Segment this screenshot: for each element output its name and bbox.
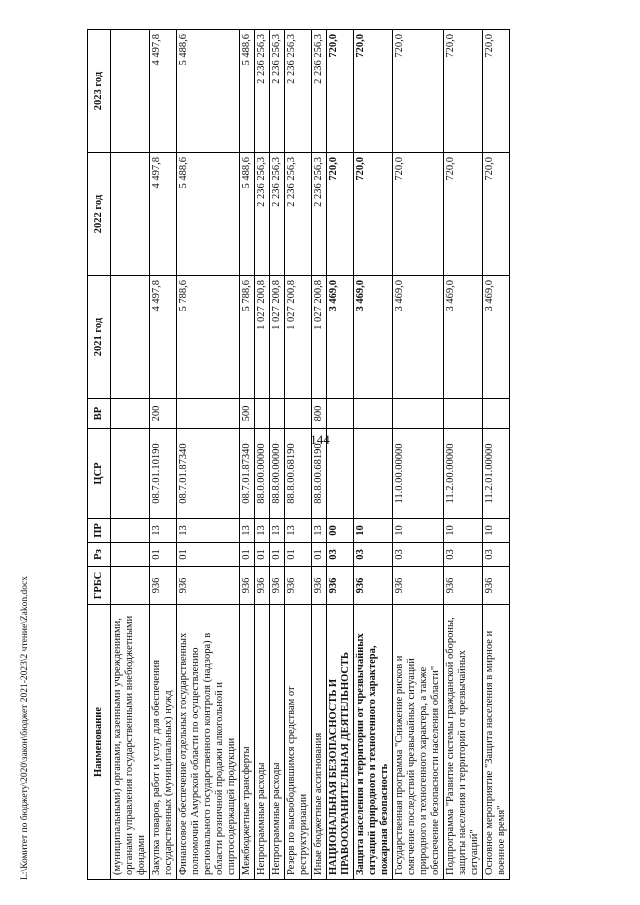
header-2022: 2022 год: [88, 153, 111, 276]
cell-csr: [354, 429, 393, 519]
cell-pr: 10: [483, 519, 510, 543]
cell-y2023: 2 236 256,3: [285, 30, 312, 153]
cell-y2023: 720,0: [393, 30, 444, 153]
cell-y2022: 4 497,8: [150, 153, 177, 276]
footer-file-path: L:\Комитет по бюджету\2020\закон\бюджет 2021-2023\2 чтение\Zakon.docx: [20, 576, 30, 880]
cell-y2022: 5 488,6: [177, 153, 240, 276]
cell-pr: 13: [177, 519, 240, 543]
header-vr: ВР: [88, 399, 111, 429]
table-row: [150, 30, 177, 880]
header-pr: ПР: [88, 519, 111, 543]
cell-y2021: 4 497,8: [150, 276, 177, 399]
cell-vr: [483, 399, 510, 429]
cell-y2023: 5 488,6: [240, 30, 255, 153]
cell-vr: [285, 399, 312, 429]
cell-y2022: 720,0: [327, 153, 354, 276]
cell-y2022: 720,0: [354, 153, 393, 276]
cell-grbs: 936: [444, 567, 483, 605]
cell-pr: 13: [270, 519, 285, 543]
cell-pr: 13: [150, 519, 177, 543]
cell-pr: 13: [240, 519, 255, 543]
cell-csr: 11.0.00.00000: [393, 429, 444, 519]
cell-name: Защита населения и территории от чрезвычайных ситуаций природного и техногенного характера, пожарная безопасность: [354, 605, 393, 880]
cell-csr: 11.2.01.00000: [483, 429, 510, 519]
cell-pr: 10: [444, 519, 483, 543]
cell-rz: 03: [483, 543, 510, 567]
cell-vr: [327, 399, 354, 429]
cell-name: Иные бюджетные ассигнования: [312, 605, 327, 880]
cell-vr: [255, 399, 270, 429]
cell-vr: [354, 399, 393, 429]
cell-vr: [444, 399, 483, 429]
cell-y2023: 5 488,6: [177, 30, 240, 153]
cell-y2023: 720,0: [444, 30, 483, 153]
cell-grbs: 936: [177, 567, 240, 605]
cell-grbs: 936: [240, 567, 255, 605]
cell-y2022: 720,0: [483, 153, 510, 276]
cell-grbs: [111, 567, 150, 605]
cell-rz: 01: [150, 543, 177, 567]
cell-y2021: 1 027 200,8: [285, 276, 312, 399]
cell-name: НАЦИОНАЛЬНАЯ БЕЗОПАСНОСТЬ И ПРАВООХРАНИТЕЛЬНАЯ ДЕЯТЕЛЬНОСТЬ: [327, 605, 354, 880]
table-row: [354, 30, 393, 880]
table-row: [111, 30, 150, 880]
cell-rz: 03: [393, 543, 444, 567]
cell-rz: 03: [354, 543, 393, 567]
cell-y2023: 2 236 256,3: [270, 30, 285, 153]
cell-vr: [393, 399, 444, 429]
cell-rz: 03: [444, 543, 483, 567]
cell-y2021: 3 469,0: [327, 276, 354, 399]
header-name: Наименование: [88, 605, 111, 880]
cell-name: Подпрограмма "Развитие системы гражданской обороны, защиты населения и территорий от чрезвычайных ситуаций": [444, 605, 483, 880]
header-2023: 2023 год: [88, 30, 111, 153]
header-rz: Рз: [88, 543, 111, 567]
table-row: [483, 30, 510, 880]
cell-csr: [327, 429, 354, 519]
cell-pr: 13: [255, 519, 270, 543]
cell-vr: [270, 399, 285, 429]
table-row: [312, 30, 327, 880]
table-row: [285, 30, 312, 880]
cell-y2023: [111, 30, 150, 153]
cell-y2022: 720,0: [444, 153, 483, 276]
cell-grbs: 936: [354, 567, 393, 605]
page-number: 144: [310, 432, 330, 447]
cell-pr: 00: [327, 519, 354, 543]
table-row: [327, 30, 354, 880]
cell-name: Государственная программа "Снижение рисков и смягчение последствий чрезвычайных ситуаций природного и техногенного характера, а также обеспечение безопасности населения области": [393, 605, 444, 880]
cell-pr: 10: [354, 519, 393, 543]
rotated-table-container: [87, 30, 512, 880]
cell-grbs: 936: [312, 567, 327, 605]
cell-y2021: 1 027 200,8: [255, 276, 270, 399]
cell-name: Основное мероприятие "Защита населения в мирное и военное время": [483, 605, 510, 880]
cell-pr: 13: [285, 519, 312, 543]
cell-rz: 03: [327, 543, 354, 567]
table-row: [444, 30, 483, 880]
cell-grbs: 936: [285, 567, 312, 605]
table-row: [255, 30, 270, 880]
header-csr: ЦСР: [88, 429, 111, 519]
cell-rz: 01: [285, 543, 312, 567]
cell-y2021: 3 469,0: [483, 276, 510, 399]
cell-y2023: 4 497,8: [150, 30, 177, 153]
cell-rz: 01: [240, 543, 255, 567]
cell-pr: 13: [312, 519, 327, 543]
cell-csr: 11.2.00.00000: [444, 429, 483, 519]
header-grbs: ГРБС: [88, 567, 111, 605]
cell-grbs: 936: [270, 567, 285, 605]
cell-y2021: 3 469,0: [393, 276, 444, 399]
cell-y2021: 1 027 200,8: [312, 276, 327, 399]
cell-pr: 10: [393, 519, 444, 543]
cell-y2023: 720,0: [483, 30, 510, 153]
footer: [12, 30, 30, 880]
header-2021: 2021 год: [88, 276, 111, 399]
cell-y2022: 2 236 256,3: [312, 153, 327, 276]
budget-table: [87, 29, 510, 880]
cell-csr: 08.7.01.87340: [240, 429, 255, 519]
cell-name: Закупка товаров, работ и услуг для обеспечения государственных (муниципальных) нужд: [150, 605, 177, 880]
cell-grbs: 936: [393, 567, 444, 605]
table-row: [270, 30, 285, 880]
cell-y2021: 1 027 200,8: [270, 276, 285, 399]
cell-vr: 200: [150, 399, 177, 429]
cell-y2022: 5 488,6: [240, 153, 255, 276]
cell-y2021: 5 788,6: [240, 276, 255, 399]
cell-rz: 01: [312, 543, 327, 567]
cell-vr: 800: [312, 399, 327, 429]
table-header-row: [88, 30, 111, 880]
cell-vr: 500: [240, 399, 255, 429]
cell-y2022: [111, 153, 150, 276]
cell-csr: 88.8.00.68190: [312, 429, 327, 519]
cell-y2021: 5 788,6: [177, 276, 240, 399]
cell-y2021: 3 469,0: [354, 276, 393, 399]
cell-name: Финансовое обеспечение отдельных государственных полномочий Амурской области по осуществлению регионального государственного контроля (надзора) в области розничной продажи алкогольной и спиртосодержащей продукции: [177, 605, 240, 880]
cell-rz: 01: [177, 543, 240, 567]
cell-name: Межбюджетные трансферты: [240, 605, 255, 880]
cell-y2021: 3 469,0: [444, 276, 483, 399]
cell-grbs: 936: [150, 567, 177, 605]
table-row: [393, 30, 444, 880]
cell-csr: 88.8.00.68190: [285, 429, 312, 519]
cell-grbs: 936: [327, 567, 354, 605]
cell-grbs: 936: [255, 567, 270, 605]
table-row: [177, 30, 240, 880]
cell-name: Непрограммные расходы: [270, 605, 285, 880]
cell-name: Непрограммные расходы: [255, 605, 270, 880]
cell-y2023: 720,0: [354, 30, 393, 153]
cell-vr: [177, 399, 240, 429]
cell-y2023: 2 236 256,3: [255, 30, 270, 153]
cell-y2022: 720,0: [393, 153, 444, 276]
cell-y2023: 720,0: [327, 30, 354, 153]
cell-y2022: 2 236 256,3: [255, 153, 270, 276]
cell-csr: 08.7.01.10190: [150, 429, 177, 519]
cell-y2023: 2 236 256,3: [312, 30, 327, 153]
cell-vr: [111, 399, 150, 429]
cell-pr: [111, 519, 150, 543]
cell-y2022: 2 236 256,3: [285, 153, 312, 276]
cell-name: (муниципальными) органами, казенными учреждениями, органами управления государственными внебюджетными фондами: [111, 605, 150, 880]
cell-y2021: [111, 276, 150, 399]
cell-grbs: 936: [483, 567, 510, 605]
cell-csr: 88.8.00.00000: [270, 429, 285, 519]
cell-csr: 08.7.01.87340: [177, 429, 240, 519]
cell-rz: [111, 543, 150, 567]
cell-y2022: 2 236 256,3: [270, 153, 285, 276]
cell-rz: 01: [270, 543, 285, 567]
cell-rz: 01: [255, 543, 270, 567]
cell-csr: 88.0.00.00000: [255, 429, 270, 519]
table-row: [240, 30, 255, 880]
cell-name: Резерв по высвободившимся средствам от реструктуризации: [285, 605, 312, 880]
table-body: [111, 30, 510, 880]
cell-csr: [111, 429, 150, 519]
